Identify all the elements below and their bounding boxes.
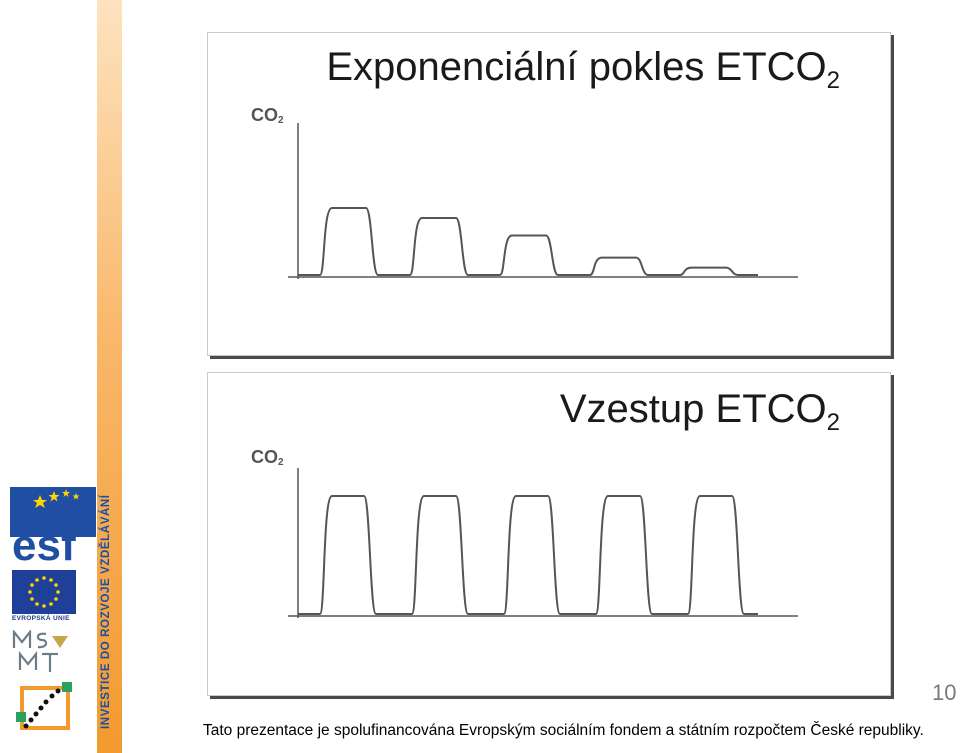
- y-axis-label: CO2: [251, 447, 284, 468]
- panel-rise: [207, 372, 891, 696]
- esf-logo: [10, 487, 96, 563]
- co2-waveform-series: [298, 208, 758, 275]
- co2-waveform-series: [298, 496, 758, 614]
- panel-title-subscript: 2: [826, 67, 840, 94]
- panel-title-main: Vzestup ETCO: [559, 387, 827, 431]
- eu-label: EVROPSKÁ UNIE: [12, 615, 70, 622]
- co2-chart-rise: [208, 373, 890, 695]
- msmt-logo: [12, 630, 74, 674]
- svg-text:esf: esf: [12, 521, 76, 563]
- side-banner-text: INVESTICE DO ROZVOJE VZDĚLÁVÁNÍ: [100, 494, 112, 729]
- op-vk-logo: [14, 680, 76, 736]
- panel-title-main: Exponenciální pokles ETCO: [326, 45, 827, 89]
- eu-flag-icon: [12, 570, 76, 614]
- panel-title-subscript: 2: [826, 409, 840, 436]
- footer-text: Tato prezentace je spolufinancována Evropským sociálním fondem a státním rozpočtem České republiky.: [203, 722, 924, 739]
- page-number: 10: [932, 680, 957, 705]
- co2-chart-decrease: [208, 33, 890, 355]
- panel-exponential-decrease: [207, 32, 891, 356]
- y-axis-label: CO2: [251, 105, 284, 126]
